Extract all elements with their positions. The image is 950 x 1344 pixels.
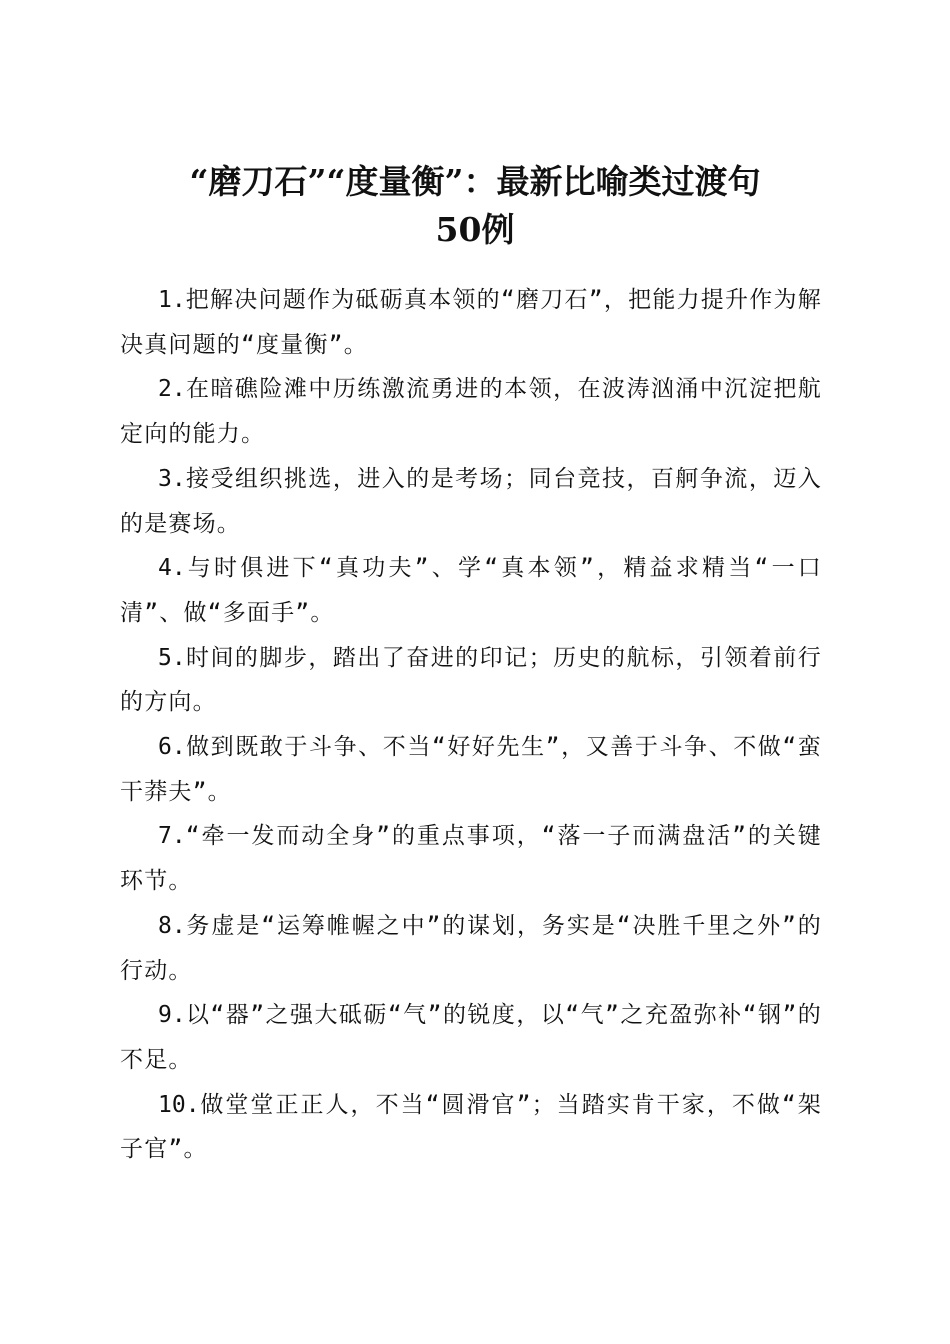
- item-text: 接受组织挑选，进入的是考场；同台竞技，百舸争流，迈入的是赛场。: [120, 465, 822, 537]
- item-text: 时间的脚步，踏出了奋进的印记；历史的航标，引领着前行的方向。: [120, 644, 822, 716]
- document-title: [120, 158, 830, 254]
- item-number: 2.: [158, 376, 186, 403]
- list-item: [120, 278, 822, 367]
- list-item: [120, 636, 822, 725]
- item-number: 3.: [158, 465, 186, 492]
- title-line-1: “磨刀石”“度量衡”：最新比喻类过渡句: [189, 162, 761, 202]
- item-number: 8.: [158, 912, 186, 939]
- document-body: [120, 278, 822, 1172]
- item-text: 以“器”之强大砥砺“气”的锐度，以“气”之充盈弥补“钢”的不足。: [120, 1002, 822, 1073]
- item-number: 5.: [158, 644, 186, 671]
- item-text: “牵一发而动全身”的重点事项，“落一子而满盘活”的关键环节。: [120, 823, 822, 895]
- item-number: 7.: [158, 823, 186, 850]
- list-item: [120, 457, 822, 546]
- item-number: 9.: [158, 1002, 186, 1029]
- item-text: 把解决问题作为砥砺真本领的“磨刀石”，把能力提升作为解决真问题的“度量衡”。: [120, 287, 822, 358]
- item-number: 10.: [158, 1091, 200, 1118]
- list-item: [120, 1083, 822, 1172]
- list-item: [120, 993, 822, 1082]
- item-number: 6.: [158, 734, 186, 761]
- item-text: 与时俱进下“真功夫”、学“真本领”，精益求精当“一口清”、做“多面手”。: [120, 555, 822, 626]
- item-text: 做堂堂正正人，不当“圆滑官”；当踏实肯干家，不做“架子官”。: [120, 1091, 822, 1163]
- title-line-2: 50例: [435, 210, 515, 250]
- item-text: 务虚是“运筹帷幄之中”的谋划，务实是“决胜千里之外”的行动。: [120, 912, 822, 984]
- item-number: 4.: [158, 555, 186, 582]
- list-item: [120, 367, 822, 456]
- list-item: [120, 725, 822, 814]
- item-text: 做到既敢于斗争、不当“好好先生”，又善于斗争、不做“蛮干莽夫”。: [120, 734, 822, 805]
- list-item: [120, 904, 822, 993]
- item-text: 在暗礁险滩中历练激流勇进的本领，在波涛汹涌中沉淀把航定向的能力。: [120, 376, 822, 448]
- list-item: [120, 814, 822, 903]
- item-number: 1.: [158, 287, 186, 313]
- list-item: [120, 546, 822, 635]
